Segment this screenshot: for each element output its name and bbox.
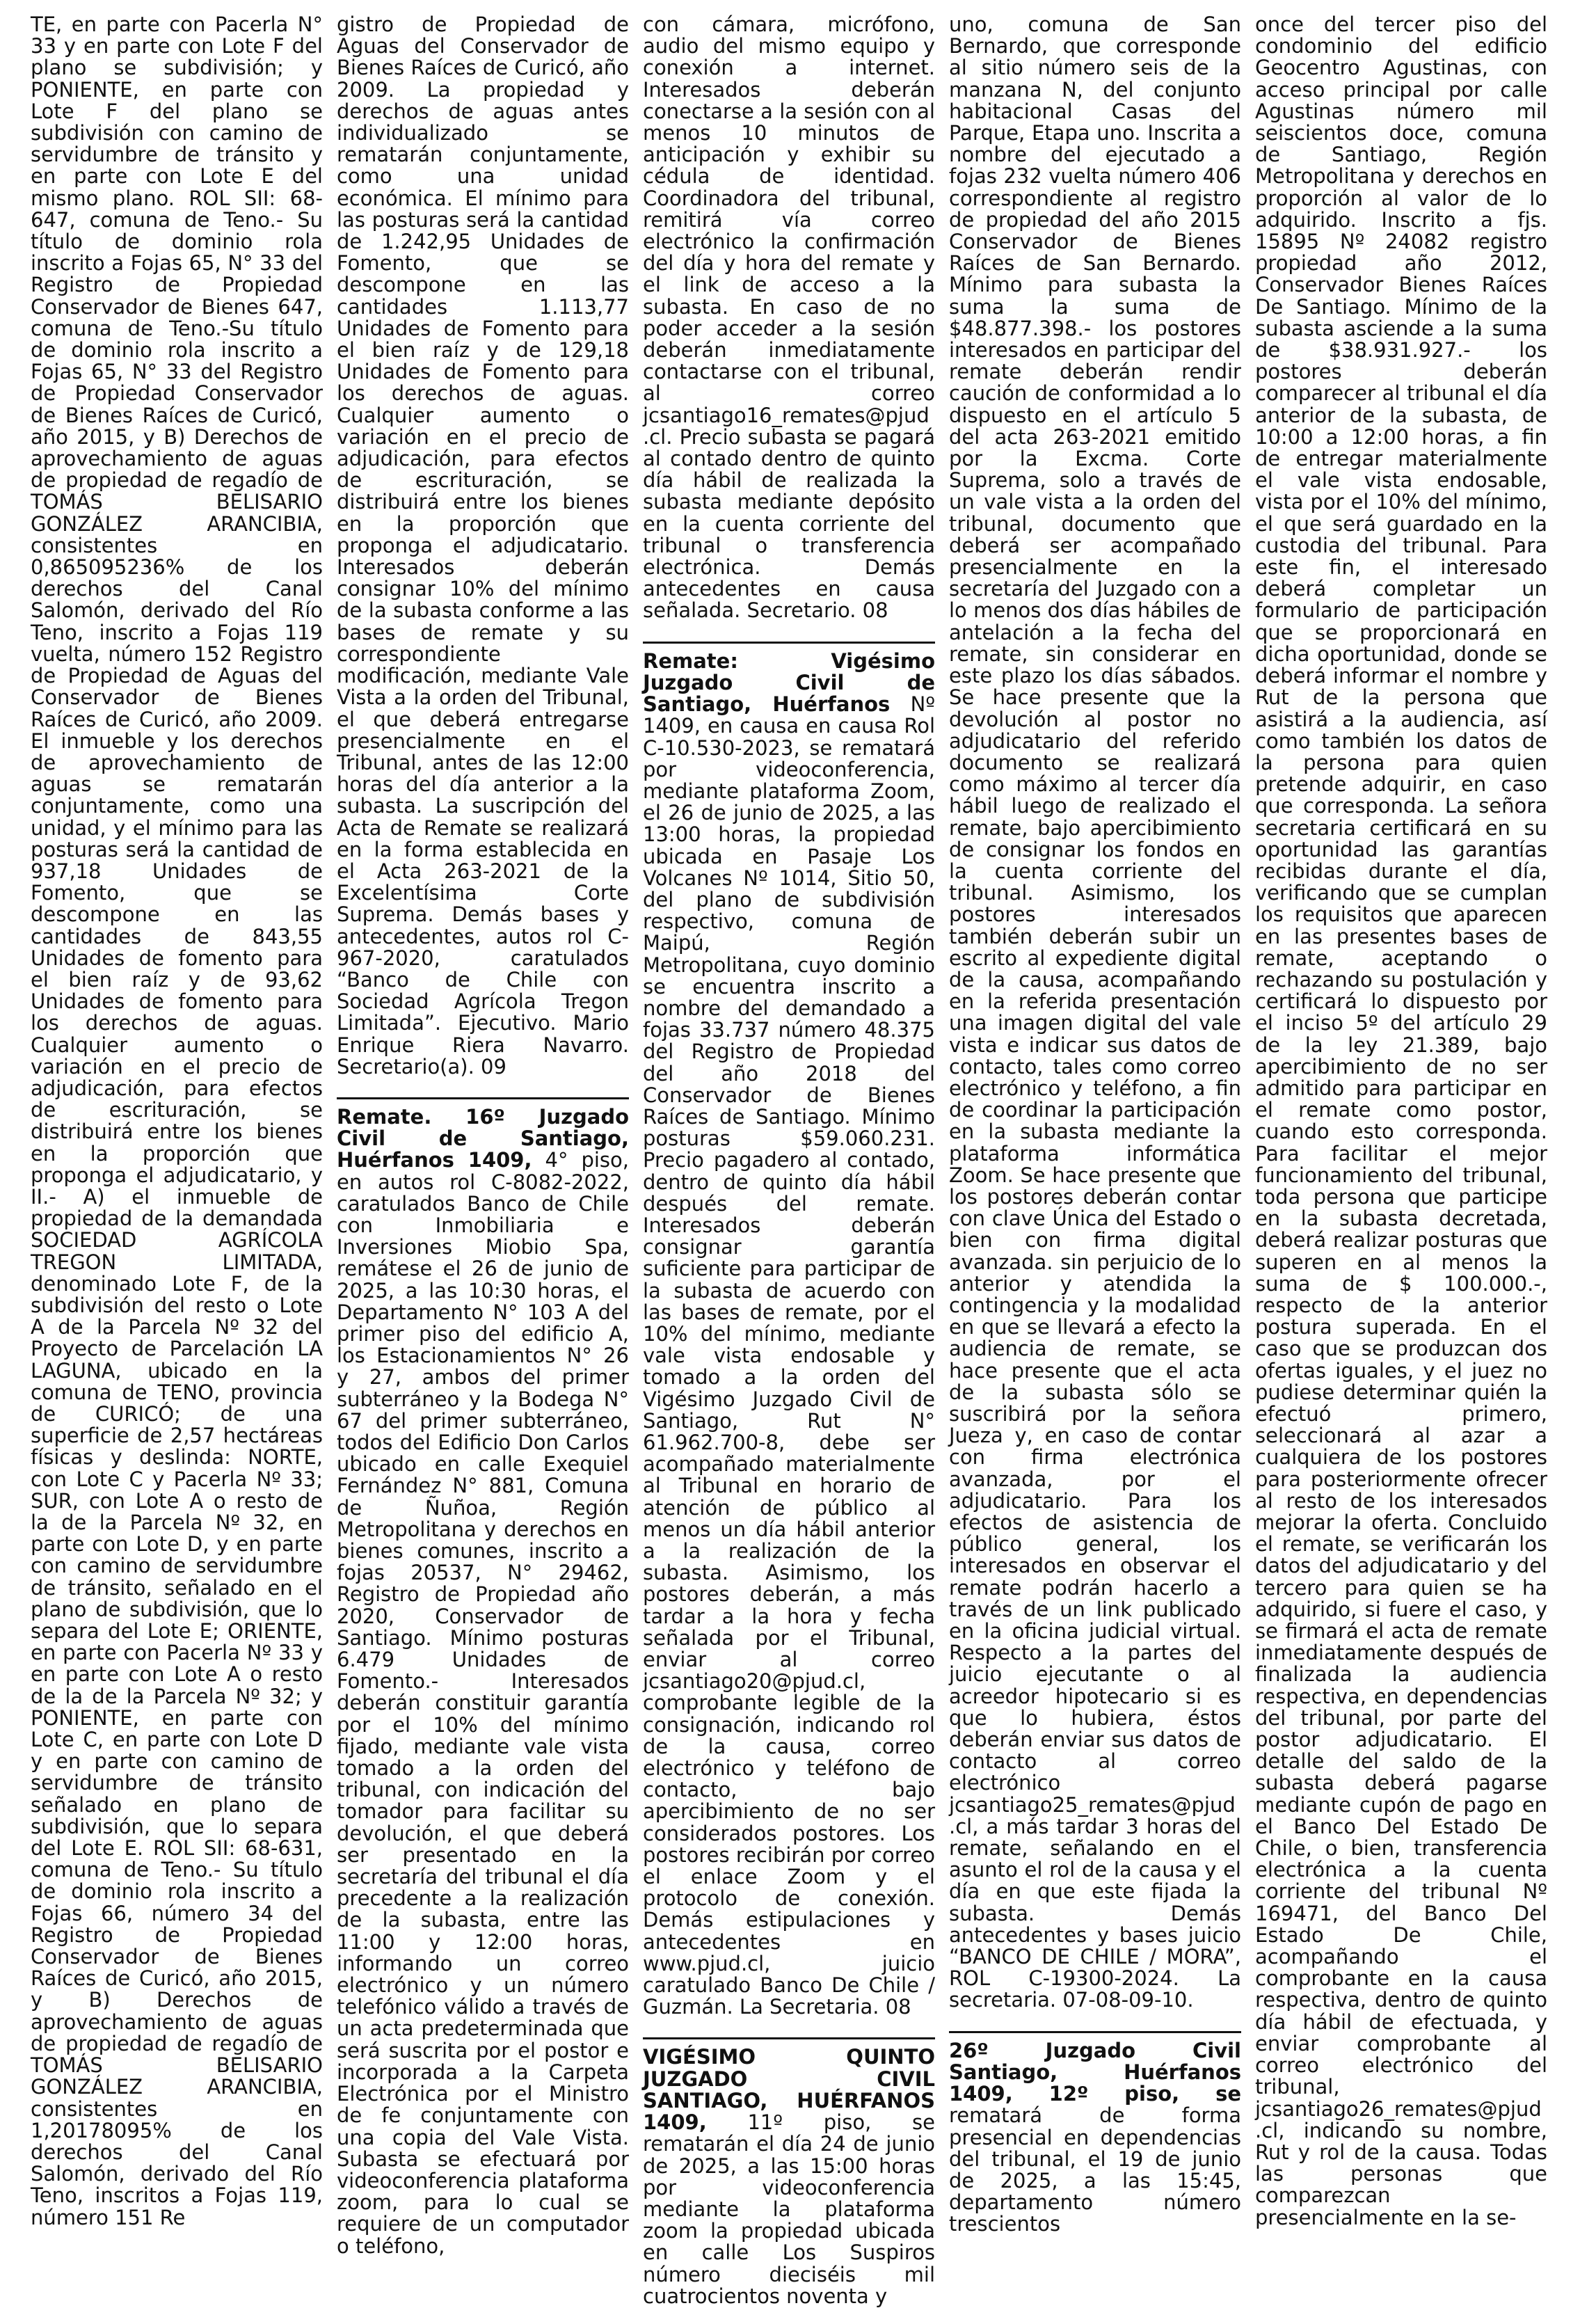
notice-heading: Remate: Vigésimo Juzgado Civil de Santiago, Huérfanos (643, 648, 935, 717)
notice-remate-20-juzgado (643, 642, 935, 2019)
notice-text: Nº 1409, en causa en causa Rol C-10.530-2023, se rematará por videoconferencia, mediante plataforma Zoom, el 26 de junio de 2025, a las 13:00 horas, la propiedad ubicada en Pasaje Los Volcanes Nº 1014, Sitio 50, del plano de subdivisión respectivo, comuna de Maipú, Región Metropolitana, cuyo dominio se encuentra inscrito a nombre del demandado a fojas 33.737 número 48.375 del Registro de Propiedad del año 2018 del Conservador de Bienes Raíces de Santiago. Mínimo posturas $59.060.231. Precio pagadero al contado, dentro de quinto día hábil después del remate. Interesados deberán consignar garantía suficiente para participar de la subasta de acuerdo con las bases de remate, por el 10% del mínimo, mediante vale vista endosable y tomado a la orden del Vigésimo Juzgado Civil de Santiago, Rut N° 61.962.700-8, debe ser acompañado materialmente al Tribunal en horario de atención de público al menos un día hábil anterior a la realización de la subasta. Asimismo, los postores deberán, a más tardar a la hora y fecha señalada por el Tribunal, enviar al correo jcsantiago20@pjud.cl, comprobante legible de la consignación, indicando rol de la causa, correo electrónico y teléfono de contacto, bajo apercibimiento de no ser considerados postores. Los postores recibirán por correo el enlace Zoom y el protocolo de conexión. Demás estipulaciones y antecedentes en www.pjud.cl, juicio caratulado Banco De Chile / Guzmán. La Secretaria. 08 (643, 692, 935, 2019)
notice-continuation (1255, 14, 1547, 2229)
notice-continuation (337, 14, 629, 1078)
notice-heading: Remate. 16º Juzgado Civil de Santiago, Huérfanos 1409, (337, 1104, 629, 1172)
notice-heading: 26º Juzgado Civil Santiago, Huérfanos 1409, 12º piso, se (949, 2038, 1241, 2106)
notice-text: 4° piso, en autos rol C-8082-2022, caratulados Banco de Chile con Inmobiliaria e Inversiones Miobio Spa, remátese el 26 de junio de 2025, a las 10:30 horas, el Departamento N° 103 A del primer piso del edificio A, los Estacionamientos N° 26 y 27, ambos del primer subterráneo y la Bodega N° 67 del primer subterráneo, todos del Edificio Don Carlos ubicado en calle Exequiel Fernández N° 881, Comuna de Ñuñoa, Región Metropolitana y derechos en bienes comunes, inscrito a fojas 20537, N° 29462, Registro de Propiedad año 2020, Conservador de Santiago. Mínimo posturas 6.479 Unidades de Fomento.- Interesados deberán constituir garantía por el 10% del mínimo fijado, mediante vale vista tomado a la orden del tribunal, con indicación del tomador para facilitar su devolución, el que deberá ser presentado en la secretaría del tribunal el día precedente a la realización de la subasta, entre las 11:00 y 12:00 horas, informando un correo electrónico y un número telefónico válido a través de un acta predeterminada que será suscrita por el postor e incorporada a la Carpeta Electrónica por el Ministro de fe conjuntamente con una copia del Vale Vista. Subasta se efectuará por videoconferencia plataforma zoom, para lo cual se requiere de un computador o teléfono, (337, 1148, 629, 2258)
notice-text: 11º piso, se rematarán el día 24 de junio de 2025, a las 15:00 horas por videoconferencia mediante la plataforma zoom la propiedad ubicada en calle Los Suspiros número dieciséis mil cuatrocientos noventa y (643, 2110, 935, 2308)
column-5 (1255, 14, 1547, 2227)
column-3 (643, 13, 935, 2308)
notice-text: uno, comuna de San Bernardo, que corresponde al sitio número seis de la manzana N, del conjunto habitacional Casas del Parque, Etapa uno. Inscrita a nombre del ejecutado a fojas 232 vuelta número 406 correspondiente al registro de propiedad del año 2015 Conservador de Bienes Raíces de San Bernardo. Mínimo para subasta la suma la suma de $48.877.398.- los postores interesados en participar del remate deberán rendir caución de conformidad a lo dispuesto en el artículo 5 del acta 263-2021 emitido por la Excma. Corte Suprema, solo a través de un vale vista a la orden del tribunal, documento que deberá ser acompañado presencialmente en la secretaría del Juzgado con a lo menos dos días hábiles de antelación a la fecha del remate, sin considerar en este plazo los días sábados. Se hace presente que la devolución al postor no adjudicatario del referido documento se realizará como máximo al tercer día hábil luego de realizado el remate, bajo apercibimiento de consignar los fondos en la cuenta corriente del tribunal. Asimismo, los postores interesados también deberán subir un escrito al expediente digital de la causa, acompañando en la referida presentación una imagen digital del vale vista e indicar sus datos de contacto, tales como correo electrónico y teléfono, a fin de coordinar la participación en la subasta mediante la plataforma informática Zoom. Se hace presente que los postores deberán contar con clave Única del Estado o bien con firma digital avanzada. sin perjuicio de lo anterior y atendida la contingencia y la modalidad en que se llevará a efecto la audiencia de remate, se hace presente que el acta de la subasta sólo se suscribirá por la señora Jueza y, en caso de contar con firma electrónica avanzada, por el adjudicatario. Para los efectos de asistencia de público general, los interesados en observar el remate podrán hacerlo a través de un link publicado en la oficina judicial virtual. Respecto a la partes del juicio ejecutante o al acreedor hipotecario si es que lo hubiera, éstos deberán enviar sus datos de contacto al correo electrónico jcsantiago25_remates@pjud.cl, a más tardar 3 horas del remate, señalando en el asunto el rol de la causa y el día en que este fijada la subasta. Demás antecedentes y bases juicio “BANCO DE CHILE / MORA”, ROL C-19300-2024. La secretaria. 07-08-09-10. (949, 13, 1241, 2012)
notice-text: TE, en parte con Pacerla N° 33 y en parte con Lote F del plano se subdivisión; y PONIENTE, en parte con Lote F del plano se subdivisión con camino de servidumbre de tránsito y en parte con Lote E del mismo plano. ROL SII: 68-647, comuna de Teno.- Su título de dominio rola inscrito a Fojas 65, N° 33 del Registro de Propiedad Conservador de Bienes 647, comuna de Teno.-Su título de dominio rola inscrito a Fojas 65, N° 33 del Registro de Propiedad Conservador de Bienes Raíces de Curicó, año 2015, y B) Derechos de aprovechamiento de aguas de propiedad de regadío de TOMÁS BELISARIO GONZÁLEZ ARANCIBIA, consistentes en 0,865095236% de los derechos del Canal Salomón, derivado del Río Teno, inscrito a Fojas 119 vuelta, número 152 Registro de Propiedad de Aguas del Conservador de Bienes Raíces de Curicó, año 2009. El inmueble y los derechos de aprovechamiento de aguas se rematarán conjuntamente, como una unidad, y el mínimo para las posturas será la cantidad de 937,18 Unidades de Fomento, que se descompone en las cantidades de 843,55 Unidades de fomento para el bien raíz y de 93,62 Unidades de fomento para los derechos de aguas. Cualquier aumento o variación en el precio de adjudicación, para efectos de escrituración, se distribuirá entre los bienes en la proporción que proponga el adjudicatario, y II.- A) el inmueble de propiedad de la demandada SOCIEDAD AGRÍCOLA TREGON LIMITADA, denominado Lote F, de la subdivisión del resto o Lote A de la Parcela Nº 32 del Proyecto de Parcelación LA LAGUNA, ubicado en la comuna de TENO, provincia de CURICÓ; de una superficie de 2,57 hectáreas físicas y deslinda: NORTE, con Lote C y Pacerla Nº 33; SUR, con Lote A o resto de la de la Parcela Nº 32, en parte con Lote D, y en parte con camino de servidumbre de tránsito, señalado en el plano de subdivisión, que lo separa del Lote E; ORIENTE, en parte con Pacerla Nº 33 y en parte con Lote A o resto de la de la Parcela Nº 32; y PONIENTE, en parte con Lote C, en parte con Lote D y en parte con camino de servidumbre de tránsito señalado en plano de subdivisión, que lo separa del Lote E. ROL SII: 68-631, comuna de Teno.- Su título de dominio rola inscrito a Fojas 66, número 34 del Registro de Propiedad Conservador de Bienes Raíces de Curicó, año 2015, y B) Derechos de aprovechamiento de aguas de propiedad de regadío de TOMÁS BELISARIO GONZÁLEZ ARANCIBIA, consistentes en 1,20178095% de los derechos del Canal Salomón, derivado del Río Teno, inscritos a Fojas 119, número 151 Re (31, 13, 323, 2229)
notice-remate-25-juzgado (643, 2037, 935, 2307)
notice-continuation (643, 14, 935, 622)
notice-heading: VIGÉSIMO QUINTO JUZGADO CIVIL SANTIAGO, HUÉRFANOS 1409, (643, 2045, 935, 2135)
notice-text: gistro de Propiedad de Aguas del Conservador de Bienes Raíces de Curicó, año 2009. La propiedad y derechos de aguas antes individualizado se rematarán conjuntamente, como una unidad económica. El mínimo para las posturas será la cantidad de 1.242,95 Unidades de Fomento, que se descompone en las cantidades 1.113,77 Unidades de Fomento para el bien raíz y de 129,18 Unidades de Fomento para los derechos de aguas. Cualquier aumento o variación en el precio de adjudicación, para efectos de escrituración, se distribuirá entre los bienes en la proporción que proponga el adjudicatario. Interesados deberán consignar 10% del mínimo de la subasta conforme a las bases de remate y su correspondiente modificación, mediante Vale Vista a la orden del Tribunal, el que deberá entregarse presencialmente en el Tribunal, antes de las 12:00 horas del día anterior a la subasta. La suscripción del Acta de Remate se realizará en la forma establecida en el Acta 263-2021 de la Excelentísima Corte Suprema. Demás bases y antecedentes, autos rol C-967-2020, caratulados “Banco de Chile con Sociedad Agrícola Tregon Limitada”. Ejecutivo. Mario Enrique Riera Navarro. Secretario(a). 09 (337, 13, 629, 1079)
column-1 (31, 14, 323, 2227)
column-4 (949, 13, 1241, 2236)
notice-continuation (31, 14, 323, 2229)
column-2 (337, 13, 629, 2258)
notice-text: rematará de forma presencial en dependencias del tribunal, el 19 de junio de 2025, a las 15:45, departamento número trescientos (949, 2103, 1241, 2236)
notice-text: once del tercer piso del condominio del edificio Geocentro Agustinas, con acceso principal por calle Agustinas número mil seiscientos doce, comuna de Santiago, Región Metropolitana y derechos en proporción al valor de lo adquirido. Inscrito a fjs. 15895 Nº 24082 registro propiedad año 2012, Conservador Bienes Raíces De Santiago. Mínimo de la subasta asciende a la suma de $38.931.927.- los postores deberán comparecer al tribunal el día anterior de la subasta, de 10:00 a 12:00 horas, a fin de entregar materialmente el vale vista endosable, vista por el 10% del mínimo, el que será guardado en la custodia del tribunal. Para este fin, el interesado deberá completar un formulario de participación que se proporcionará en dicha oportunidad, donde se deberá informar el nombre y Rut de la persona que asistirá a la audiencia, así como también los datos de la persona para quien pretende adquirir, en caso que corresponda. La señora secretaria certificará en su oportunidad las garantías recibidas durante el día, verificando que se cumplan los requisitos que aparecen en las presentes bases de remate, aceptando o rechazando su postulación y certificará lo dispuesto por el inciso 5º del artículo 29 de la ley 21.389, bajo apercibimiento de no ser admitido para participar en el remate como postor, cuando esto corresponda. Para facilitar el mejor funcionamiento del tribunal, toda persona que participe en la subasta decretada, deberá realizar posturas que superen en al menos la suma de $ 100.000.-, respecto de la anterior postura superada. En el caso que se produzcan dos ofertas iguales, y el juez no pudiese determinar quién la efectuó primero, seleccionará al azar a cualquiera de los postores para posteriormente ofrecer al resto de los interesados mejorar la oferta. Concluido el remate, se verificarán los datos del adjudicatario y del tercero para quien se ha adquirido, si fuere el caso, y se firmará el acta de remate inmediatamente después de finalizada la audiencia respectiva, en dependencias del tribunal, por parte del postor adjudicatario. El detalle del saldo de la subasta deberá pagarse mediante cupón de pago en el Banco Del Estado De Chile, o bien, transferencia electrónica a la cuenta corriente del tribunal Nº 169471, del Banco Del Estado De Chile, acompañando el comprobante en la causa respectiva, dentro de quinto día hábil de efectuada, y enviar comprobante al correo electrónico del tribunal, jcsantiago26_remates@pjud.cl, indicando su nombre, Rut y rol de la causa. Todas las personas que comparezcan presencialmente en la se- (1255, 13, 1547, 2229)
notice-remate-26-juzgado (949, 2031, 1241, 2236)
notice-continuation (949, 14, 1241, 2012)
notice-remate-16-juzgado (337, 1097, 629, 2257)
notice-text: con cámara, micrófono, audio del mismo equipo y conexión a internet. Interesados deberán conectarse a la sesión con al menos 10 minutos de anticipación y exhibir su cédula de identidad. Coordinadora del tribunal, remitirá vía correo electrónico la confirmación del día y hora del remate y el link de acceso a la subasta. En caso de no poder acceder a la sesión deberán inmediatamente contactarse con el tribunal, al correo jcsantiago16_remates@pjud.cl. Precio subasta se pagará al contado dentro de quinto día hábil de realizada la subasta mediante depósito en la cuenta corriente del tribunal o transferencia electrónica. Demás antecedentes en causa señalada. Secretario. 08 (643, 13, 935, 623)
